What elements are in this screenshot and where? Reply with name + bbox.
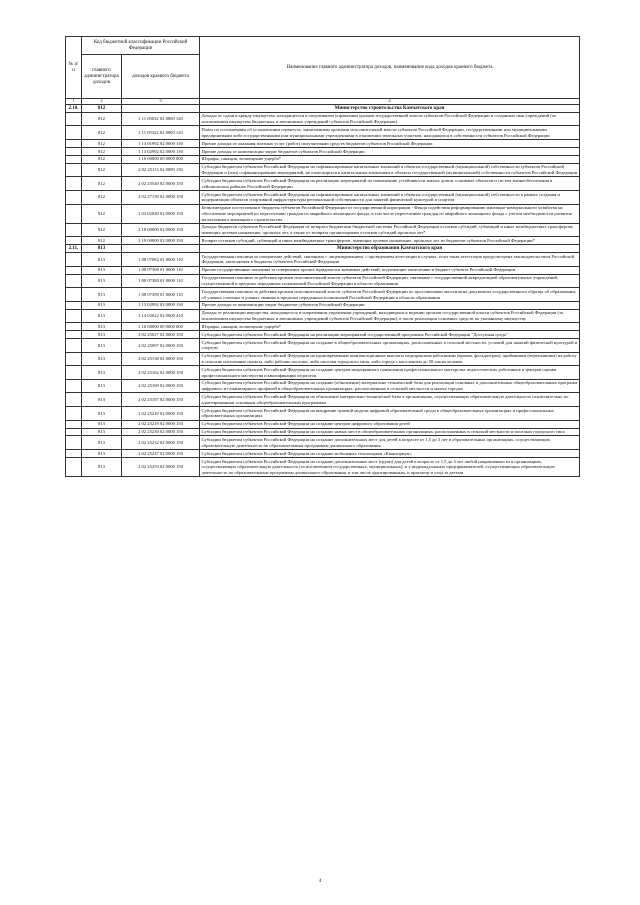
revenue-code-cell: 1 08 07300 01 0000 110 — [122, 266, 200, 274]
table-row — [66, 190, 580, 204]
table-row — [66, 112, 580, 126]
row-number-cell — [66, 366, 82, 380]
index-cell: 1 — [66, 99, 82, 105]
row-number-cell — [66, 309, 82, 323]
administrator-code-cell: 812 — [82, 177, 122, 191]
row-number-cell: 2.10. — [66, 104, 82, 112]
row-number-cell — [66, 379, 82, 393]
table-row — [66, 140, 580, 148]
revenue-name-cell: Государственная пошлина за совершение действий, связанных с лицензированием, с проведением аттестации в случаях, если такая аттестация предусмотрена законодательством Российской Федерации, зачисляемая в бюджеты субъектов Российской Федерации — [200, 253, 580, 267]
administrator-code-cell: 813 — [82, 420, 122, 428]
administrator-code-cell: 813 — [82, 253, 122, 267]
administrator-code-cell: 812 — [82, 223, 122, 237]
table-row — [66, 266, 580, 274]
revenue-code-cell: 2 19 00000 02 0000 150 — [122, 237, 200, 245]
revenue-name-cell: Доходы от сдачи в аренду имущества, находящегося в оперативном управлении органов государственной власти субъектов Российской Федерации и созданных ими учреждений (за исключением имущества бюджетных и автономных учреждений субъектов Российской Федерации) — [200, 112, 580, 126]
administrator-code-cell: 813 — [82, 379, 122, 393]
table-row — [66, 223, 580, 237]
administrator-code-cell: 813 — [82, 323, 122, 331]
revenue-name-cell: Государственная пошлина за действия органов исполнительной власти субъектов Российской Федерации по проставлению апостиля на документах государственного образца об образовании, об ученых степенях и ученых званиях в пределах переданных полномочий Российской Федерации в области образования — [200, 288, 580, 302]
revenue-code-cell: 2 02 25219 02 0000 150 — [122, 420, 200, 428]
administrator-code-cell: 812 — [82, 104, 122, 112]
index-cell: 4 — [200, 99, 580, 105]
revenue-code-cell: 1 08 07390 01 0000 110 — [122, 288, 200, 302]
row-number-cell — [66, 420, 82, 428]
administrator-code-cell: 812 — [82, 204, 122, 223]
administrator-code-cell: 812 — [82, 155, 122, 163]
revenue-name-cell: Доходы от реализации имущества, находящегося в оперативном управлении учреждений, находящихся в ведении органов государственной власти субъектов Российской Федерации (за исключением имущества бюджетных и автономных учреждений субъектов Российской Федерации), в части реализации основных средств по указанному имуществу — [200, 309, 580, 323]
administrator-code-cell: 813 — [82, 366, 122, 380]
row-number-cell — [66, 177, 82, 191]
revenue-code-cell: 2 02 25230 02 0000 150 — [122, 428, 200, 436]
row-number-cell — [66, 237, 82, 245]
revenue-code-cell: 2 02 25162 02 0000 150 — [122, 366, 200, 380]
revenue-name-cell: Министерство строительства Камчатского края — [200, 104, 580, 112]
administrator-code-cell: 812 — [82, 147, 122, 155]
administrator-code-cell: 813 — [82, 436, 122, 450]
revenue-name-cell: Прочие доходы от компенсации затрат бюджетов субъектов Российской Федерации — [200, 147, 580, 155]
revenue-code-cell: 2 02 25138 02 0000 150 — [122, 352, 200, 366]
revenue-code-cell: 1 16 00000 00 0000 000 — [122, 155, 200, 163]
revenue-name-cell: Субсидии бюджетам субъектов Российской Федерации на реализацию мероприятий по повышению устойчивости жилых домов, основных объектов и систем жизнеобеспечения в сейсмических районах Российской Федерации — [200, 177, 580, 191]
revenue-name-cell: Доходы бюджетов субъектов Российской Федерации от возврата бюджетами бюджетной системы Российской Федерации остатков субсидий, субвенций и иных межбюджетных трансфертов, имеющих целевое назначение, прошлых лет, а также от возврата организациями остатков субсидий прошлых лет* — [200, 223, 580, 237]
administrator-code-cell: 812 — [82, 126, 122, 140]
administrator-code-cell: 813 — [82, 331, 122, 339]
revenue-code-cell: 2 02 25169 02 0000 150 — [122, 379, 200, 393]
revenue-name-cell: Государственная пошлина за действия органов исполнительной власти субъектов Российской Федерации, связанные с государственной аккредитацией образовательных учреждений, осуществляемой в пределах переданных полномочий Российской Федерации в области образования — [200, 274, 580, 288]
administrator-code-cell: 813 — [82, 339, 122, 353]
row-number-cell — [66, 407, 82, 421]
table-row — [66, 436, 580, 450]
row-number-cell — [66, 450, 82, 458]
revenue-name-cell: Прочие доходы от компенсации затрат бюджетов субъектов Российской Федерации — [200, 301, 580, 309]
table-row — [66, 339, 580, 353]
table-body — [66, 104, 580, 476]
index-cell: 2 — [82, 99, 122, 105]
revenue-code-cell: 2 18 00000 02 0000 150 — [122, 223, 200, 237]
section-row — [66, 245, 580, 253]
row-number-cell: 2.11. — [66, 245, 82, 253]
revenue-name-cell: Прочие государственные пошлины за совершение прочих юридически значимых действий, подлежащие зачислению в бюджет субъекта Российской Федерации — [200, 266, 580, 274]
table-row — [66, 204, 580, 223]
table-row — [66, 428, 580, 436]
row-number-cell — [66, 163, 82, 177]
administrator-code-cell: 813 — [82, 352, 122, 366]
table-row — [66, 379, 580, 393]
revenue-name-cell: Субсидии бюджетам субъектов Российской Федерации на реализацию мероприятий государственной программы Российской Федерации "Доступная среда" — [200, 331, 580, 339]
revenue-code-cell: 2 03 02040 02 0000 150 — [122, 204, 200, 223]
revenue-name-cell: Штрафы, санкции, возмещение ущерба* — [200, 155, 580, 163]
revenue-name-cell: Субсидии бюджетам субъектов Российской Федерации на создание центров непрерывного повышения профессионального мастерства педагогических работников и центров оценки профессионального мастерства и квалификации педагогов — [200, 366, 580, 380]
header-revenue-code: доходов краевого бюджета — [122, 55, 200, 99]
table-row — [66, 323, 580, 331]
revenue-code-cell: 2 02 25113 02 0000 150 — [122, 163, 200, 177]
table-row — [66, 366, 580, 380]
header-number: № п/п — [66, 37, 82, 99]
administrator-code-cell: 813 — [82, 407, 122, 421]
administrator-code-cell: 812 — [82, 190, 122, 204]
row-number-cell — [66, 331, 82, 339]
row-number-cell — [66, 126, 82, 140]
header-administrator: главного администратора доходов — [82, 55, 122, 99]
revenue-code-cell: 2 02 25232 02 0000 150 — [122, 436, 200, 450]
revenue-code-cell: 2 02 25247 02 0000 150 — [122, 450, 200, 458]
administrator-code-cell: 813 — [82, 266, 122, 274]
revenue-name-cell: Субсидии бюджетам субъектов Российской Федерации на создание центров цифрового образования детей — [200, 420, 580, 428]
row-number-cell — [66, 457, 82, 476]
row-number-cell — [66, 428, 82, 436]
revenue-code-cell: 2 02 25540 02 0000 150 — [122, 177, 200, 191]
table-row — [66, 450, 580, 458]
revenue-code-cell: 2 02 25210 02 0000 150 — [122, 407, 200, 421]
administrator-code-cell: 812 — [82, 237, 122, 245]
administrator-code-cell: 813 — [82, 301, 122, 309]
row-number-cell — [66, 253, 82, 267]
table-row — [66, 352, 580, 366]
revenue-name-cell: Безвозмездные поступления в бюджеты субъектов Российской Федерации от государственной корпорации - Фонда содействия реформированию жилищно-коммунального хозяйства на обеспечение мероприятий по переселению граждан из аварийного жилищного фонда, в том числе переселению граждан из аварийного жилищного фонда с учетом необходимости развития малоэтажного жилищного строительства — [200, 204, 580, 223]
administrator-code-cell: 813 — [82, 288, 122, 302]
revenue-code-cell: 1 11 05032 02 0000 120 — [122, 112, 200, 126]
row-number-cell — [66, 339, 82, 353]
row-number-cell — [66, 190, 82, 204]
index-cell: 3 — [122, 99, 200, 105]
revenue-code-cell: 1 13 01992 02 0000 130 — [122, 140, 200, 148]
administrator-code-cell: 813 — [82, 309, 122, 323]
revenue-name-cell: Субсидии бюджетам субъектов Российской Федерации на софинансирование капитальных вложений в объекты государственной (муниципальной) собственности субъектов Российской Федерации и (или) софинансирование мероприятий, не относящихся к капитальным вложениям в объекты государственной (муниципальной) собственности субъектов Российской Федерации — [200, 163, 580, 177]
revenue-name-cell: Прочие доходы от оказания платных услуг (работ) получателями средств бюджетов субъектов Российской Федерации — [200, 140, 580, 148]
revenue-name-cell: Плата по соглашениям об установлении сервитута, заключенным органами исполнительной власти субъектов Российской Федерации, государственными или муниципальными предприятиями либо государственными или муниципальными учреждениями в отношении земельных участков, находящихся в собственности субъектов Российской Федерации — [200, 126, 580, 140]
administrator-code-cell: 812 — [82, 140, 122, 148]
revenue-code-cell: 1 08 07082 01 0000 110 — [122, 253, 200, 267]
row-number-cell — [66, 352, 82, 366]
revenue-name-cell: Субсидии бюджетам субъектов Российской Федерации на создание дополнительных мест (групп) для детей в возрасте от 1,5 до 3 лет любой направленности в организациях, осуществляющих образовательную деятельность (за исключением государственных, муниципальных), и у индивидуальных предпринимателей, осуществляющих образовательную деятельность по образовательным программам дошкольного образования, в том числе адаптированным, и присмотр и уход за детьми — [200, 457, 580, 476]
table-header-row — [66, 37, 580, 55]
administrator-code-cell: 812 — [82, 112, 122, 126]
revenue-code-cell: 2 02 25097 02 0000 150 — [122, 339, 200, 353]
administrator-code-cell: 813 — [82, 450, 122, 458]
revenue-name-cell: Субсидии бюджетам субъектов Российской Федерации на внедрение целевой модели цифровой образовательной среды в общеобразовательных организациях и профессиональных образовательных организациях — [200, 407, 580, 421]
table-row — [66, 177, 580, 191]
revenue-name-cell: Возврат остатков субсидий, субвенций и иных межбюджетных трансфертов, имеющих целевое назначение, прошлых лет из бюджетов субъектов Российской Федерации* — [200, 237, 580, 245]
table-row — [66, 301, 580, 309]
revenue-code-cell — [122, 104, 200, 112]
table-row — [66, 309, 580, 323]
administrator-code-cell: 813 — [82, 274, 122, 288]
revenue-code-cell: 1 08 07380 01 0000 110 — [122, 274, 200, 288]
revenue-code-cell: 1 14 02022 02 0000 410 — [122, 309, 200, 323]
row-number-cell — [66, 301, 82, 309]
row-number-cell — [66, 393, 82, 407]
section-row — [66, 104, 580, 112]
table-row — [66, 147, 580, 155]
revenue-code-cell: 1 16 00000 00 0000 000 — [122, 323, 200, 331]
table-row — [66, 155, 580, 163]
row-number-cell — [66, 323, 82, 331]
revenue-name-cell: Министерство образования Камчатского края — [200, 245, 580, 253]
revenue-name-cell: Штрафы, санкции, возмещение ущерба* — [200, 323, 580, 331]
table-row — [66, 407, 580, 421]
table-row — [66, 253, 580, 267]
revenue-name-cell: Субсидии бюджетам субъектов Российской Федерации на софинансирование капитальных вложений в объекты государственной (муниципальной) собственности в рамках создания и модернизации объектов спортивной инфраструктуры региональной собственности для занятий физической культурой и спортом — [200, 190, 580, 204]
row-number-cell — [66, 274, 82, 288]
administrator-code-cell: 813 — [82, 393, 122, 407]
administrator-code-cell: 813 — [82, 457, 122, 476]
row-number-cell — [66, 204, 82, 223]
administrator-code-cell: 813 — [82, 245, 122, 253]
revenue-classification-table — [65, 36, 580, 477]
administrator-code-cell: 813 — [82, 428, 122, 436]
table-row — [66, 163, 580, 177]
table-row — [66, 331, 580, 339]
revenue-name-cell: Субсидии бюджетам субъектов Российской Федерации на создание новых мест в общеобразовательных организациях, расположенных в сельской местности и поселках городского типа — [200, 428, 580, 436]
revenue-code-cell: 1 13 02992 02 0000 130 — [122, 301, 200, 309]
revenue-code-cell: 2 02 25027 02 0000 150 — [122, 331, 200, 339]
document-page — [65, 36, 580, 477]
revenue-code-cell: 1 13 02992 02 0000 130 — [122, 147, 200, 155]
row-number-cell — [66, 155, 82, 163]
table-row — [66, 457, 580, 476]
revenue-code-cell: 2 02 25253 02 0000 150 — [122, 457, 200, 476]
header-name: Наименование главного администратора доходов, наименование кода доходов краевого бюджета — [200, 37, 580, 99]
table-row — [66, 274, 580, 288]
revenue-name-cell: Субсидии бюджетам субъектов Российской Федерации на создание в общеобразовательных организациях, расположенных в сельской местности, условий для занятий физической культурой и спортом — [200, 339, 580, 353]
table-row — [66, 420, 580, 428]
revenue-code-cell: 1 11 05322 02 0000 120 — [122, 126, 200, 140]
row-number-cell — [66, 147, 82, 155]
revenue-code-cell — [122, 245, 200, 253]
administrator-code-cell: 812 — [82, 163, 122, 177]
revenue-code-cell: 2 02 25187 02 0000 150 — [122, 393, 200, 407]
row-number-cell — [66, 436, 82, 450]
revenue-code-cell: 2 02 27139 02 0000 150 — [122, 190, 200, 204]
revenue-name-cell: Субсидии бюджетам субъектов Российской Федерации на обновление материально-технической базы в организациях, осуществляющих образовательную деятельность исключительно по адаптированным основным общеобразовательным программам — [200, 393, 580, 407]
header-kbk-group: Код бюджетной классификации Российской Федерации — [82, 37, 200, 55]
table-row — [66, 393, 580, 407]
table-row — [66, 288, 580, 302]
page-number: 4 — [318, 879, 322, 884]
row-number-cell — [66, 112, 82, 126]
row-number-cell — [66, 266, 82, 274]
revenue-name-cell: Субсидии бюджетам субъектов Российской Федерации на создание мобильных технопарков «Кванториум» — [200, 450, 580, 458]
row-number-cell — [66, 288, 82, 302]
revenue-name-cell: Субсидии бюджетам субъектов Российской Федерации на создание дополнительных мест для детей в возрасте от 1,5 до 3 лет в образовательных организациях, осуществляющих образовательную деятельность по образовательным программам дошкольного образования — [200, 436, 580, 450]
row-number-cell — [66, 140, 82, 148]
revenue-name-cell: Субсидии бюджетам субъектов Российской Федерации на создание (обновление) материально-технической базы для реализации основных и дополнительных общеобразовательных программ цифрового и гуманитарного профилей в общеобразовательных организациях, расположенных в сельской местности и малых городах — [200, 379, 580, 393]
revenue-name-cell: Субсидии бюджетам субъектов Российской Федерации на единовременные компенсационные выплаты медицинским работникам (врачам, фельдшерам), прибывшим (переехавшим) на работу в сельские населенные пункты, либо рабочие поселки, либо поселки городского типа, либо города с населением до 50 тысяч человек — [200, 352, 580, 366]
table-row — [66, 126, 580, 140]
row-number-cell — [66, 223, 82, 237]
table-row — [66, 237, 580, 245]
